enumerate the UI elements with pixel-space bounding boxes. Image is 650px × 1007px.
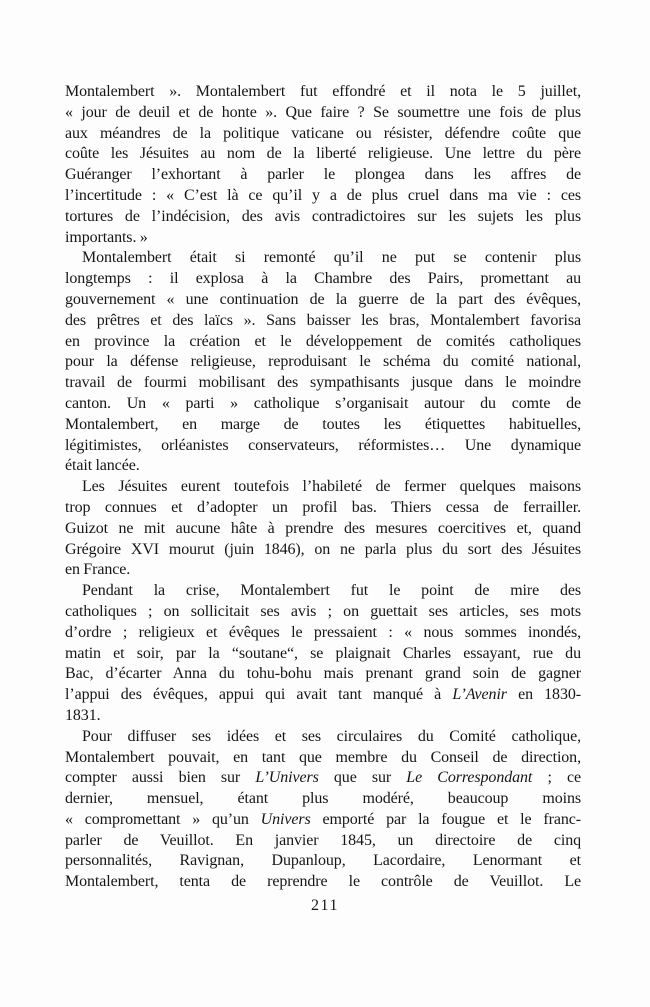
text-line: pour la défense religieuse, reproduisant le schéma du comité national, (65, 353, 581, 371)
text-line: dernier, mensuel, étant plus modéré, beaucoup moins (65, 790, 581, 808)
text-line: Grégoire XVI mourut (juin 1846), on ne parla plus du sort des Jésuites (65, 540, 581, 558)
text-line: Montalembert, en marge de toutes les étiquettes habituelles, (65, 415, 581, 433)
text-line: matin et soir, par la “soutane“, se plaignait Charles essayant, rue du (65, 644, 581, 662)
text-line: l’appui des évêques, appui qui avait tant manqué à L’Avenir en 1830- (65, 686, 581, 704)
text-line: en France. (65, 561, 131, 579)
text-line: personnalités, Ravignan, Dupanloup, Lacordaire, Lenormant et (65, 852, 581, 870)
text-line: gouvernement « une continuation de la guerre de la part des évêques, (65, 290, 581, 308)
text-line: en province la création et le développement de comités catholiques (65, 332, 581, 350)
text-line: Montalembert, tenta de reprendre le contrôle de Veuillot. Le (65, 873, 581, 891)
page-number: 211 (311, 897, 339, 914)
text-line: Guéranger l’exhortant à parler le plongea dans les affres de (65, 166, 581, 184)
paragraph (65, 581, 581, 727)
text-line: d’ordre ; religieux et évêques le pressaient : « nous sommes inondés, (65, 623, 581, 641)
text-line: des prêtres et des laïcs ». Sans baisser les bras, Montalembert favorisa (65, 311, 581, 329)
paragraph (65, 248, 581, 477)
journal-title-italic: L’Univers (255, 769, 319, 787)
text-line: canton. Un « parti » catholique s’organisait autour du comte de (65, 394, 581, 412)
text-line: légitimistes, orléanistes conservateurs, réformistes… Une dynamique (65, 436, 581, 454)
text-line: Pour diffuser ses idées et ses circulaires du Comité catholique, (82, 727, 581, 745)
journal-title-italic: Le Correspondant (406, 769, 533, 787)
text-line: était lancée. (65, 457, 140, 475)
text-line: « compromettant » qu’un Univers emporté par la fougue et le franc- (65, 810, 581, 828)
paragraph (65, 477, 581, 581)
journal-title-italic: L’Avenir (452, 686, 507, 704)
text-line: Montalembert ». Montalembert fut effondré et il nota le 5 juillet, (65, 83, 581, 100)
text-line: l’incertitude : « C’est là ce qu’il y a de plus cruel dans ma vie : ces (65, 186, 581, 204)
text-line: importants. » (65, 228, 148, 246)
text-line: parler de Veuillot. En janvier 1845, un directoire de cinq (65, 831, 581, 849)
text-line: Bac, d’écarter Anna du tohu-bohu mais prenant grand soin de gagner (65, 665, 581, 683)
text-line: Pendant la crise, Montalembert fut le point de mire des (82, 582, 581, 600)
text-line: coûte les Jésuites au nom de la liberté religieuse. Une lettre du père (65, 145, 581, 163)
text-line: Montalembert pouvait, en tant que membre du Conseil de direction, (65, 748, 581, 766)
text-line: Les Jésuites eurent toutefois l’habileté de fermer quelques maisons (82, 478, 581, 496)
text-line: catholiques ; on sollicitait ses avis ; on guettait ses articles, ses mots (65, 602, 581, 620)
text-line: aux méandres de la politique vaticane ou résister, défendre coûte que (65, 124, 581, 142)
text-line: compter aussi bien sur L’Univers que sur Le Correspondant ; ce (65, 769, 581, 787)
text-line: trop connues et d’adopter un profil bas. Thiers cessa de ferrailler. (65, 498, 581, 516)
text-line: Montalembert était si remonté qu’il ne put se contenir plus (82, 249, 581, 267)
text-line: tortures de l’indécision, des avis contradictoires sur les sujets les plus (65, 207, 581, 225)
text-line: « jour de deuil et de honte ». Que faire ? Se soumettre une fois de plus (65, 103, 581, 121)
page-body-text (65, 82, 581, 893)
paragraph (65, 82, 581, 248)
text-line: 1831. (65, 706, 101, 724)
journal-title-italic: Univers (260, 810, 311, 828)
text-line: Guizot ne mit aucune hâte à prendre des mesures coercitives et, quand (65, 519, 581, 537)
paragraph (65, 727, 581, 893)
text-line: longtemps : il explosa à la Chambre des Pairs, promettant au (65, 270, 581, 288)
text-line: travail de fourmi mobilisant des sympathisants jusque dans le moindre (65, 374, 581, 392)
